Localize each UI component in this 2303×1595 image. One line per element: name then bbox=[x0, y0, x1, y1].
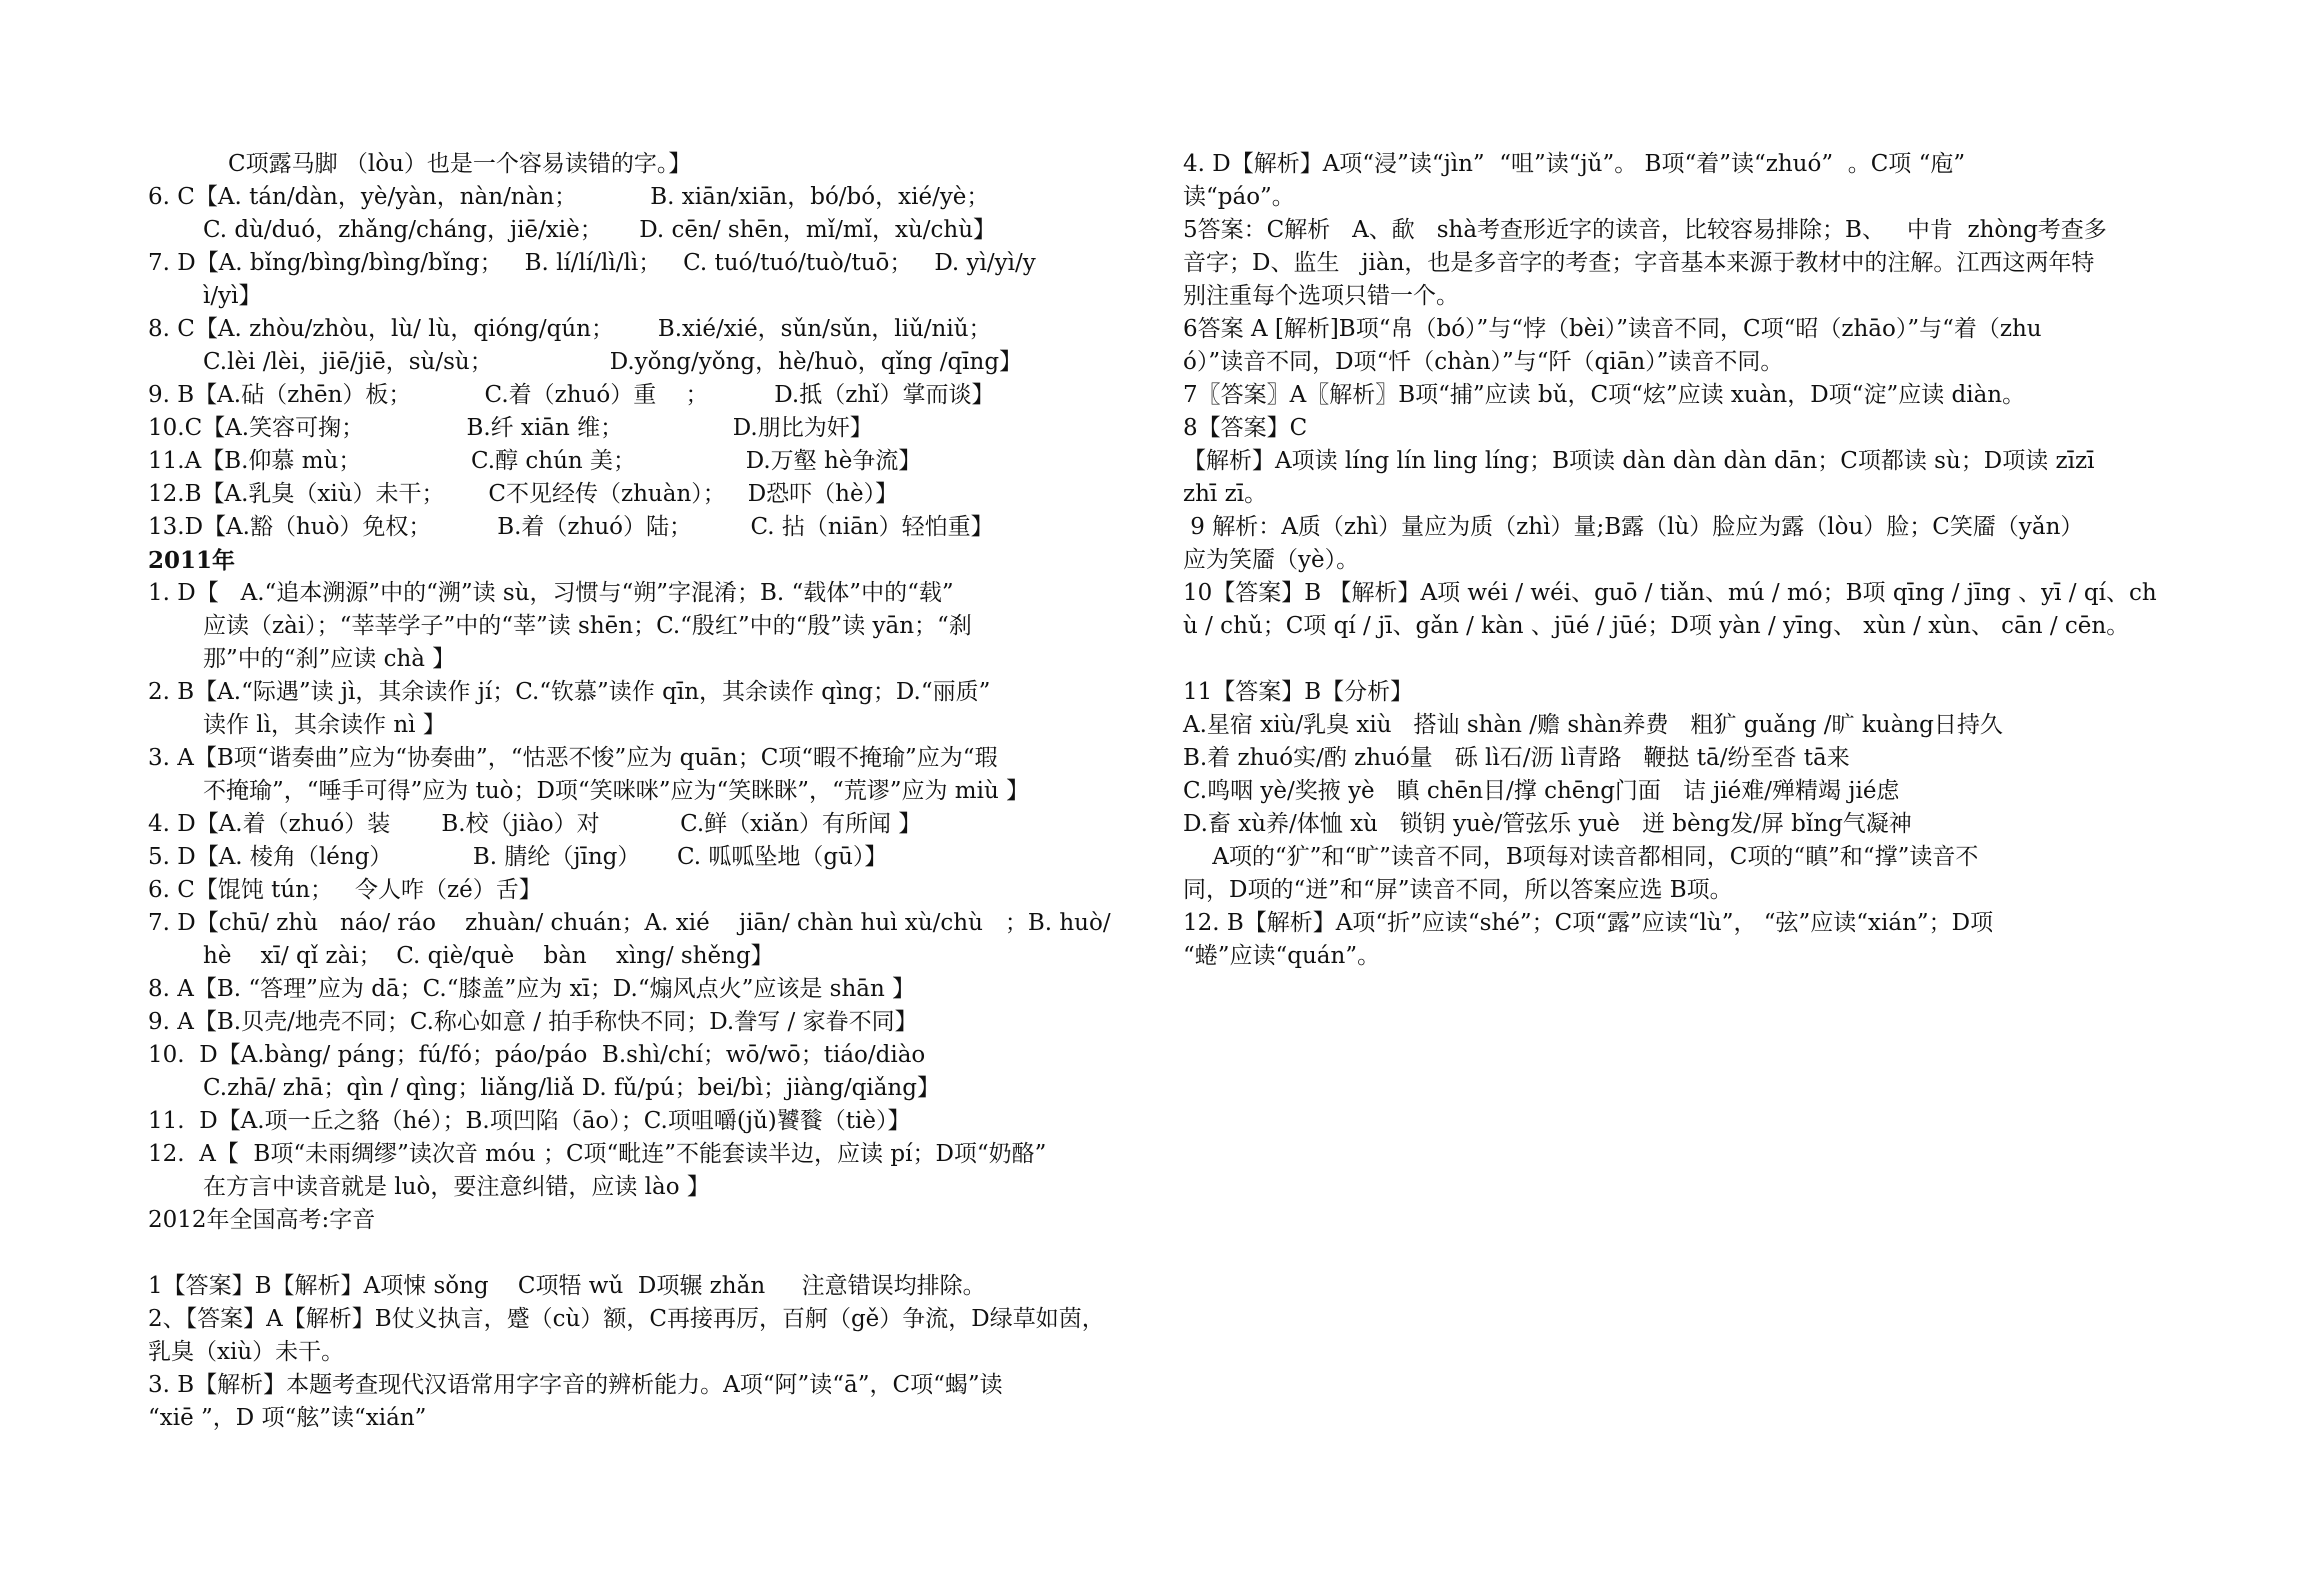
text-line: ì/yì】 bbox=[203, 283, 262, 309]
text-line: 6. C【A. tán/dàn，yè/yàn，nàn/nàn； B. xiān/xiān，bó/bó，xié/yè； bbox=[148, 184, 990, 210]
text-line: 音字；D、监生 jiàn，也是多音字的考查；字音基本来源于教材中的注解。江西这两年特 bbox=[1183, 250, 2095, 276]
text-line: 同，D项的“迸”和“屏”读音不同，所以答案应选 B项。 bbox=[1183, 877, 1733, 903]
text-line: 8. A【B. “答理”应为 dā；C.“膝盖”应为 xī；D.“煽风点火”应该是 shān 】 bbox=[148, 976, 916, 1002]
text-line: 4. D【解析】A项“浸”读“jìn” “咀”读“jǔ”。 B项“着”读“zhuó” 。C项 “庖” bbox=[1183, 151, 1966, 177]
text-line: ó）”读音不同，D项“忏（chàn）”与“阡（qiān）”读音不同。 bbox=[1183, 349, 1784, 375]
text-line: zhī zī。 bbox=[1183, 481, 1268, 507]
text-line: 8【答案】C bbox=[1183, 415, 1308, 441]
text-line bbox=[148, 1237, 1158, 1270]
text-line: 乳臭（xiù）未干。 bbox=[148, 1339, 345, 1365]
text-line: 10【答案】B 【解析】A项 wéi / wéi、guō / tiǎn、mú / mó；B项 qīng / jīng 、yī / qí、ch bbox=[1183, 580, 2157, 606]
text-line: 12.B【A.乳臭（xiù）未干； C不见经传（zhuàn）； D恐吓（hè）】 bbox=[148, 481, 899, 507]
text-line: 在方言中读音就是 luò，要注意纠错，应读 lào 】 bbox=[203, 1174, 710, 1200]
text-line: 2012年全国高考:字音 bbox=[148, 1207, 376, 1233]
text-line: 5. D【A. 棱角（léng） B. 腈纶（jīng） C. 呱呱坠地（gū）】 bbox=[148, 844, 888, 870]
text-line: 11【答案】B【分析】 bbox=[1183, 679, 1414, 705]
text-line: 1【答案】B【解析】A项悚 sǒng C项牾 wǔ D项辗 zhǎn 注意错误均排除。 bbox=[148, 1273, 986, 1299]
text-line: 7〖答案〗A〖解析〗B项“捕”应读 bǔ，C项“炫”应读 xuàn，D项“淀”应读 diàn。 bbox=[1183, 382, 2026, 408]
text-line: 2. B【A.“际遇”读 jì，其余读作 jí；C.“钦慕”读作 qīn，其余读作 qìng；D.“丽质” bbox=[148, 679, 991, 705]
text-line: C.lèi /lèi，jiē/jiē，sù/sù； D.yǒng/yǒng，hè/huò，qǐng /qīng】 bbox=[203, 349, 1023, 375]
text-line: 10.C【A.笑容可掬； B.纤 xiān 维； D.朋比为奸】 bbox=[148, 415, 873, 441]
text-line: C.鸣咽 yè/奖掖 yè 瞋 chēn目/撑 chēng门面 诘 jié难/殚精竭 jié虑 bbox=[1183, 778, 1900, 804]
text-line: 9. A【B.贝壳/地壳不同；C.称心如意 / 拍手称快不同；D.誊写 / 家眷不同】 bbox=[148, 1009, 918, 1035]
text-line: 6. C【馄饨 tún； 令人咋（zé）舌】 bbox=[148, 877, 542, 903]
text-line: 12. A【 B项“未雨绸缪”读次音 móu ；C项“毗连”不能套读半边，应读 pí；D项“奶酪” bbox=[148, 1141, 1047, 1167]
text-line: 7. D【chū/ zhù náo/ ráo zhuàn/ chuán；A. xié jiān/ chàn huì xù/chù ；B. huò/ bbox=[148, 910, 1111, 936]
text-line: 读作 lì，其余读作 nì 】 bbox=[203, 712, 446, 738]
text-line: 8. C【A. zhòu/zhòu，lù/ lù，qióng/qún； B.xié/xié，sǔn/sǔn，liǔ/niǔ； bbox=[148, 316, 992, 342]
text-line: 读“páo”。 bbox=[1183, 184, 1295, 210]
text-line: 别注重每个选项只错一个。 bbox=[1183, 283, 1459, 309]
text-line: 应为笑靥（yè）。 bbox=[1183, 547, 1360, 573]
text-line: “蜷”应读“quán”。 bbox=[1183, 943, 1381, 969]
section-heading: 2011年 bbox=[148, 547, 236, 574]
text-line: C. dù/duó，zhǎng/cháng，jiē/xiè； D. cēn/ shēn，mǐ/mǐ，xù/chù】 bbox=[203, 217, 997, 243]
text-line: 11.A【B.仰慕 mù； C.醇 chún 美； D.万壑 hè争流】 bbox=[148, 448, 922, 474]
left-column bbox=[148, 148, 1158, 1435]
text-line: 9. B【A.砧（zhēn）板； C.着（zhuó）重 ； D.抵（zhǐ）掌而谈】 bbox=[148, 382, 995, 408]
text-line: 13.D【A.豁（huò）免权； B.着（zhuó）陆； C. 拈（niān）轻怕重】 bbox=[148, 514, 994, 540]
text-line: 不掩瑜”，“唾手可得”应为 tuò；D项“笑咪咪”应为“笑眯眯”，“荒谬”应为 miù 】 bbox=[203, 778, 1030, 804]
text-line: 4. D【A.着（zhuó）装 B.校（jiào）对 C.鲜（xiǎn）有所闻 】 bbox=[148, 811, 922, 837]
text-line: ù / chǔ；C项 qí / jī、gǎn / kàn 、jūé / jūé；D项 yàn / yīng、 xùn / xùn、 cān / cēn。 bbox=[1183, 613, 2130, 639]
text-line: 12. B【解析】A项“折”应读“shé”；C项“露”应读“lù”， “弦”应读“xián”；D项 bbox=[1183, 910, 1994, 936]
text-line: 5答案：C解析 A、歃 shà考查形近字的读音，比较容易排除；B、 中肯 zhòng考查多 bbox=[1183, 217, 2107, 243]
text-line: 那”中的“刹”应读 chà 】 bbox=[203, 646, 456, 672]
text-line: 10. D【A.bàng/ páng；fú/fó；páo/páo B.shì/chí；wō/wō；tiáo/diào bbox=[148, 1042, 926, 1068]
text-line: “xiē ”，D 项“舷”读“xián” bbox=[148, 1405, 427, 1431]
text-line: 2、【答案】A【解析】B仗义执言，蹙（cù）额，C再接再厉，百舸（gě）争流，D绿草如茵， bbox=[148, 1306, 1105, 1332]
text-line: A.星宿 xiù/乳臭 xiù 搭讪 shàn /赡 shàn养费 粗犷 guǎng /旷 kuàng日持久 bbox=[1183, 712, 2003, 738]
text-line: 1. D【 A.“追本溯源”中的“溯”读 sù，习惯与“朔”字混淆；B. “载体”中的“载” bbox=[148, 580, 954, 606]
text-line: C项露马脚 （lòu）也是一个容易读错的字。】 bbox=[228, 151, 692, 177]
right-column bbox=[1183, 148, 2193, 973]
text-line: B.着 zhuó实/酌 zhuó量 砾 lì石/沥 lì青路 鞭挞 tā/纷至沓 tā来 bbox=[1183, 745, 1850, 771]
text-line: 3. B【解析】本题考查现代汉语常用字字音的辨析能力。A项“阿”读“ā”，C项“蝎”读 bbox=[148, 1372, 1003, 1398]
text-line: D.畜 xù养/体恤 xù 锁钥 yuè/管弦乐 yuè 迸 bèng发/屏 bǐng气凝神 bbox=[1183, 811, 1912, 837]
text-line: 11. D【A.项一丘之貉（hé）；B.项凹陷（āo）；C.项咀嚼(jǔ)饕餮（tiè）】 bbox=[148, 1108, 911, 1134]
text-line: C.zhā/ zhā；qìn / qìng；liǎng/liǎ D. fǔ/pú；bei/bì；jiàng/qiǎng】 bbox=[203, 1075, 940, 1101]
text-line: A项的“犷”和“旷”读音不同，B项每对读音都相同，C项的“瞋”和“撑”读音不 bbox=[1183, 844, 1979, 870]
text-line: 3. A【B项“谐奏曲”应为“协奏曲”，“怙恶不悛”应为 quān；C项“暇不掩瑜”应为“瑕 bbox=[148, 745, 998, 771]
text-line: 7. D【A. bǐng/bìng/bìng/bǐng； B. lí/lí/lì/lì； C. tuó/tuó/tuò/tuō； D. yì/yì/y bbox=[148, 250, 1036, 276]
text-line: 6答案 A [解析]B项“帛（bó）”与“悖（bèi）”读音不同，C项“昭（zhāo）”与“着（zhu bbox=[1183, 316, 2042, 342]
text-line: 【解析】A项读 líng lín ling líng；B项读 dàn dàn dàn dān；C项都读 sù；D项读 zīzī bbox=[1183, 448, 2095, 474]
text-line: hè xī/ qǐ zài； C. qiè/què bàn xìng/ shěng】 bbox=[203, 943, 774, 969]
text-line bbox=[1183, 643, 2193, 676]
text-line: 9 解析：A质（zhì）量应为质（zhì）量;B露（lù）脸应为露（lòu）脸；C笑靥（yǎn） bbox=[1183, 514, 2084, 540]
text-line: 应读（zài）；“莘莘学子”中的“莘”读 shēn；C.“殷红”中的“殷”读 yān；“刹 bbox=[203, 613, 972, 639]
